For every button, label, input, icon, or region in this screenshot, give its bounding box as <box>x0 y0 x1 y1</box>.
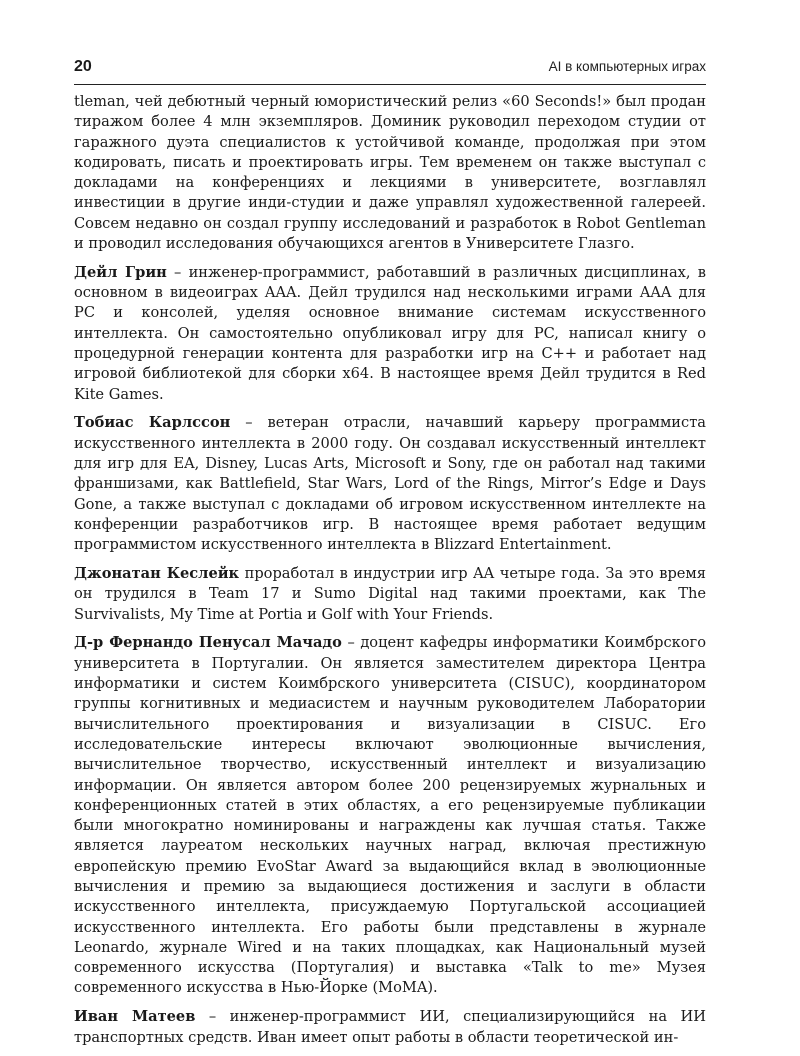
author-name: Джонатан Кеслейк <box>74 565 240 583</box>
bio-paragraph <box>74 263 706 405</box>
body-text <box>74 92 706 1056</box>
page-number: 20 <box>74 58 92 75</box>
bio-paragraph <box>74 564 706 625</box>
author-name: Дейл Грин <box>74 263 167 281</box>
bio-text: – ветеран отрасли, начавший карьеру программиста искусственного интеллекта в 2000 году. Он создавал искусственный интеллект для игр для EA, Disney, Lucas Arts, Microsoft и Sony, где он работал над такими франшизами, как Battlefield, Star Wars, Lord of the Rings, Mirror’s Edge и Days Gone, а также выступал с докладами об игровом искусственном интеллекте на конференции разработчиков игр. В настоящее время работает ведущим программистом искусственного интеллекта в Blizzard Entertainment. <box>74 414 706 554</box>
author-name: Иван Матеев <box>74 1008 196 1026</box>
running-title: AI в компьютерных играх <box>548 59 706 74</box>
paragraph-continuation <box>74 92 706 254</box>
bio-paragraph <box>74 413 706 555</box>
bio-text: проработал в индустрии игр AA четыре года. За это время он трудился в Team 17 и Sumo Digital над такими проектами, как The Survivalists, My Time at Portia и Golf with Your Friends. <box>74 565 706 623</box>
bio-paragraph <box>74 1007 706 1048</box>
author-name: Тобиас Карлссон <box>74 414 231 432</box>
page-header <box>74 58 706 85</box>
paragraph-text: tleman, чей дебютный черный юмористический релиз «60 Seconds!» был продан тиражом более 4 млн экземпляров. Доминик руководил переходом студии от гаражного дуэта специалистов к устойчивой команде, продолжая при этом кодировать, писать и проектировать игры. Тем временем он также выступал с докладами на конференциях и лекциями в университете, возглавлял инвестиции в другие инди-студии и даже управлял художественной галереей. Совсем недавно он создал группу исследований и разработок в Robot Gentleman и проводил исследования обучающихся агентов в Университете Глазго. <box>74 93 706 253</box>
bio-paragraph <box>74 633 706 998</box>
bio-text: – доцент кафедры информатики Коимбрского университета в Португалии. Он является заместителем директора Центра информатики и систем Коимбрского университета (CISUC), координатором группы когнитивных и медиасистем и научным руководителем Лаборатории вычислительного проектирования и визуализации в CISUC. Его исследовательские интересы включают эволюционные вычисления, вычислительное творчество, искусственный интеллект и визуализацию информации. Он является автором более 200 рецензируемых журнальных и конференционных статей в этих областях, а его рецензируемые публикации были многократно номинированы и награждены как лучшая статья. Также является лауреатом нескольких научных наград, включая престижную европейскую премию EvoStar Award за выдающийся вклад в эволюционные вычисления и премию за выдающиеся достижения и заслуги в области искусственного интеллекта, присуждаемую Португальской ассоциацией искусственного интеллекта. Его работы были представлены в журнале Leonardo, журнале Wired и на таких площадках, как Национальный музей современного искусства (Португалия) и выставка «Talk to me» Музея современного искусства в Нью-Йорке (MoMA). <box>74 634 706 997</box>
bio-text: – инженер-программист ИИ, специализирующийся на ИИ транспортных средств. Иван имеет опыт работы в области теоретической ин- <box>74 1008 706 1046</box>
author-name: Д-р Фернандо Пенусал Мачадо <box>74 634 342 652</box>
bio-text: – инженер-программист, работавший в различных дисциплинах, в основном в видеоиграх AAA. Дейл трудился над несколькими играми AAA для PC и консолей, уделяя основное внимание системам искусственного интеллекта. Он самостоятельно опубликовал игру для PC, написал книгу о процедурной генерации контента для разработки игр на C++ и работает над игровой библиотекой для сборки x64. В настоящее время Дейл трудится в Red Kite Games. <box>74 263 706 403</box>
